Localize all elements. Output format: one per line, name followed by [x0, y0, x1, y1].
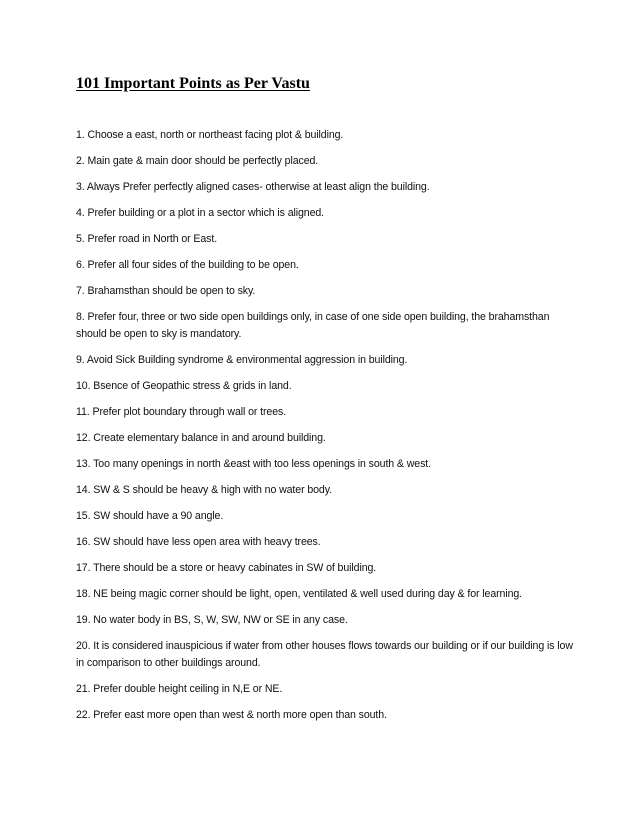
list-item: 12. Create elementary balance in and around building. [76, 432, 326, 444]
list-item: 20. It is considered inauspicious if water from other houses flows towards our building or if our building is low in comparison to other buildings around. [76, 640, 573, 669]
list-item: 22. Prefer east more open than west & north more open than south. [76, 709, 387, 721]
document-page [76, 74, 576, 733]
list-item: 3. Always Prefer perfectly aligned cases- otherwise at least align the building. [76, 181, 430, 193]
list-item: 19. No water body in BS, S, W, SW, NW or SE in any case. [76, 614, 348, 626]
list-item: 21. Prefer double height ceiling in N,E or NE. [76, 683, 283, 695]
list-item: 11. Prefer plot boundary through wall or trees. [76, 406, 287, 418]
list-item: 10. Bsence of Geopathic stress & grids in land. [76, 380, 292, 392]
list-item: 6. Prefer all four sides of the building to be open. [76, 259, 299, 271]
list-item: 4. Prefer building or a plot in a sector which is aligned. [76, 207, 325, 219]
list-item: 18. NE being magic corner should be light, open, ventilated & well used during day & for learning. [76, 588, 523, 600]
list-item: 2. Main gate & main door should be perfectly placed. [76, 155, 319, 167]
document-title: 101 Important Points as Per Vastu [76, 75, 310, 92]
list-item: 5. Prefer road in North or East. [76, 233, 218, 245]
points-list [76, 127, 576, 724]
list-item: 7. Brahamsthan should be open to sky. [76, 285, 256, 297]
list-item: 17. There should be a store or heavy cabinates in SW of building. [76, 562, 377, 574]
list-item: 8. Prefer four, three or two side open buildings only, in case of one side open building, the brahamsthan should be open to sky is mandatory. [76, 311, 550, 340]
list-item: 15. SW should have a 90 angle. [76, 510, 224, 522]
list-item: 16. SW should have less open area with heavy trees. [76, 536, 321, 548]
list-item: 13. Too many openings in north &east with too less openings in south & west. [76, 458, 431, 470]
list-item: 1. Choose a east, north or northeast facing plot & building. [76, 129, 344, 141]
list-item: 14. SW & S should be heavy & high with no water body. [76, 484, 332, 496]
list-item: 9. Avoid Sick Building syndrome & environmental aggression in building. [76, 354, 408, 366]
